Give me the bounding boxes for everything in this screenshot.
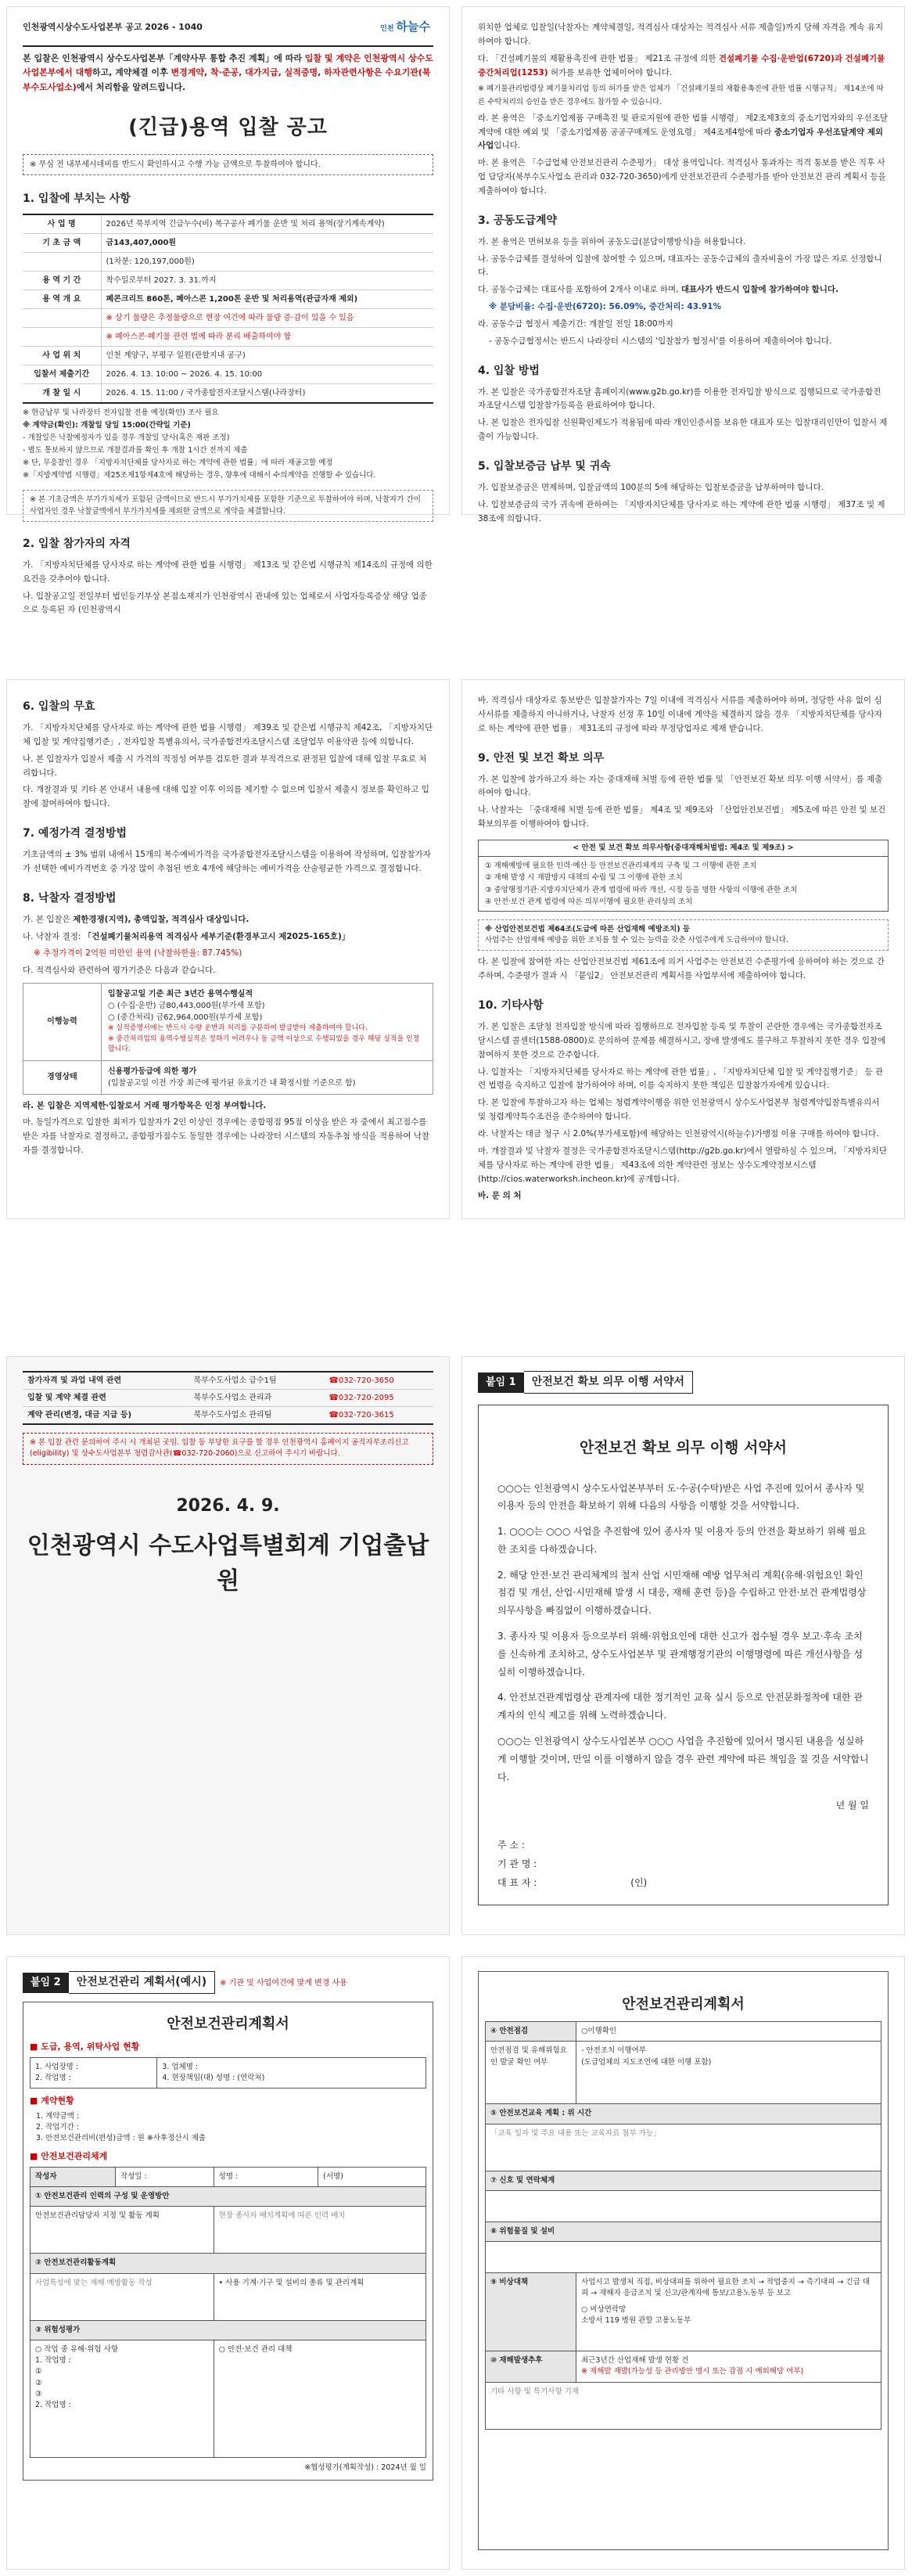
- integrity-warning: ※ 본 입찰 관련 문의하여 주시 시 개최된 곳임. 입찰 등 부당한 요구를 할 경우 인천광역시 홈페이지 공직자부조리신고(eligibility) 및 상수도사업본부 청렴감사관(☎032-720-2060)으로 신고하여 주시기 바랍니다.: [23, 1433, 433, 1465]
- vat-note: ※ 본 기초금액은 부가가치세가 포함된 금액이므로 반드시 부가가치세를 포함한 기준으로 투찰하여야 하며, 낙찰자가 간이사업자인 경우 낙찰금액에서 부가가치세를 제외한 금액으로 계약을 체결합니다.: [23, 490, 433, 522]
- attachment-label: 붙임 1: [478, 1373, 524, 1393]
- notice-box: ※ 무심 전 내부세시네비를 반드시 확인하시고 수행 가능 금액으로 투찰하여야 합니다.: [23, 154, 433, 175]
- notice-date: 2026. 4. 9.: [176, 1495, 280, 1516]
- page-6: 붙임 1 안전보건 확보 의무 이행 서약서 안전보건 확보 의무 이행 서약서 ○○○는 인천광역시 상수도사업본부부터 도·수공(수탁)받은 사업 추진에 있어서 종사자 및 이용자 등의 안전을 확보하기 위해 다음의 사항을 이행할 것을 서약합니다. 1. ○○○는 ○○○ 사업을 추진함에 있어 종사자 및 이용자 등의 안전을 확보하기 위해 필요한 조치를 다하겠습니다. 2. 해당 안전·보건 관리체계의 철저 산업 시민재해 예방 업무처리 계획(유해·위험요인 확인 점검 및 개선, 산업·시민재해 발생 시 대응, 재해 훈련 등)을 수립하고 안전·보건 관계법령상 의무사항을 빠짐없이 이행하겠습니다. 3. 종사자 및 이용자 등으로부터 위해·위험요인에 대한 신고가 접수될 경우 보고·후속 조치를 신속하게 조치하고, 상수도사업본부 및 관계행정기관의 이행명령에 따른 개선사항을 성실히 이행하겠습니다. 4. 안전보건관계법령상 관계자에 대한 정기적인 교육 실시 등으로 안전문화정착에 대한 관계자의 인식 제고를 위해 노력하겠습니다. ○○○는 인천광역시 상수도사업본부 ○○○ 사업을 추진함에 있어서 명시된 내용을 성실하게 이행할 것이며, 만일 이를 이행하지 않을 경우 관련 계약에 따른 책임을 질 것을 서약합니다. 년 월 일 주 소 : 기 관 명 : 대 표 자 : (인): [461, 1356, 905, 1935]
- pledge-frame: 안전보건 확보 의무 이행 서약서 ○○○는 인천광역시 상수도사업본부부터 도·수공(수탁)받은 사업 추진에 있어서 종사자 및 이용자 등의 안전을 확보하기 위해 다음의 사항을 이행할 것을 서약합니다. 1. ○○○는 ○○○ 사업을 추진함에 있어 종사자 및 이용자 등의 안전을 확보하기 위해 필요한 조치를 다하겠습니다. 2. 해당 안전·보건 관리체계의 철저 산업 시민재해 예방 업무처리 계획(유해·위험요인 확인 점검 및 개선, 산업·시민재해 발생 시 대응, 재해 훈련 등)을 수립하고 안전·보건 관계법령상 의무사항을 빠짐없이 이행하겠습니다. 3. 종사자 및 이용자 등으로부터 위해·위험요인에 대한 신고가 접수될 경우 보고·후속 조치를 신속하게 조치하고, 상수도사업본부 및 관계행정기관의 이행명령에 따른 개선사항을 성실히 이행하겠습니다. 4. 안전보건관계법령상 관계자에 대한 정기적인 교육 실시 등으로 안전문화정착에 대한 관계자의 인식 제고를 위해 노력하겠습니다. ○○○는 인천광역시 상수도사업본부 ○○○ 사업을 추진함에 있어서 명시된 내용을 성실하게 이행할 것이며, 만일 이를 이행하지 않을 경우 관련 계약에 따른 책임을 질 것을 서약합니다. 년 월 일 주 소 : 기 관 명 : 대 표 자 : (인): [478, 1405, 889, 1905]
- safety-duty-box: < 안전 및 보건 확보 의무사항(중대재해처벌법: 제4조 및 제9조) > ① 재해예방에 필요한 인력·예산 등 안전보건관리체계의 구축 및 그 이행에 관한 조치 ② 재해 발생 시 재발방지 대책의 수립 및 그 이행에 관한 조치 ③ 중앙행정기관·지방자치단체가 관계 법령에 따라 개선, 시정 등을 명한 사항의 이행에 관한 조치 ④ 안전·보건 관계 법령에 따른 의무이행에 필요한 관리상의 조치: [478, 840, 889, 912]
- section-4-heading: 4. 입찰 방법: [478, 364, 540, 377]
- issuer-name: 인천광역시 수도사업특별회계 기업출납원: [27, 1531, 429, 1595]
- page-4: 바. 적격심사 대상자로 통보받은 입찰참가자는 7일 이내에 적격심사 서류를 제출하여야 하며, 정당한 사유 없이 심사서류를 제출하지 아니하거나, 낙찰자 선정 후 10일 이내에 계약을 체결하지 않을 경우 「지방자치단체를 당사자로 하는 계약에 관한 법률」 제31조의 규정에 따라 부정당업자로 제재 받습니다. 9. 안전 및 보건 확보 의무 가. 본 입찰에 참가하고자 하는 자는 중대재해 처벌 등에 관한 법률 및 「안전보건 확보 의무 이행 서약서」를 제출하여야 합니다. 나. 낙찰자는 「중대재해 처벌 등에 관한 법률」 제4조 및 제9조와 「산업안전보건법」 제5조에 따른 안전 및 보건 확보의무를 이행하여야 합니다. < 안전 및 보건 확보 의무사항(중대재해처벌법: 제4조 및 제9조) > ① 재해예방에 필요한 인력·예산 등 안전보건관리체계의 구축 및 그 이행에 관한 조치 ② 재해 발생 시 재발방지 대책의 수립 및 그 이행에 관한 조치 ③ 중앙행정기관·지방자치단체가 관계 법령에 따라 개선, 시정 등을 명한 사항의 이행에 관한 조치 ④ 안전·보건 관계 법령에 따른 의무이행에 필요한 관리상의 조치 ※ 산업안전보건법 제64조(도급에 따른 산업재해 예방조치) 등 사업주는 산업재해 예방을 위한 조치를 할 수 있는 능력을 갖춘 사업주에게 도급하여야 합니다. 다. 본 입찰에 참여한 자는 산업안전보건법 제61조에 의거 사업주는 안전보건 수준평가에 응하여야 하는 것으로 간주하며, 수준평가 결과 시 「붙임2」 안전보건관리 계획서를 사업부서에 제출하여야 합니다. 10. 기타사항 가. 본 입찰은 조달청 전자입찰 방식에 따라 집행하므로 전자입찰 등록 및 투찰이 곤란한 경우에는 국가종합전자조달시스템 콜센터(1588-0800)로 문의하여 문제를 해결하시고, 장애 발생에도 불구하고 투찰하지 못한 경우 입찰에 참여하지 못한 것으로 간주합니다. 나. 입찰자는 「지방자치단체를 당사자로 하는 계약에 관한 법률」, 「지방자치단체 입찰 및 계약집행기준」 등 관련 법령을 숙지하고 입찰에 참가하여야 하며, 이를 숙지하지 못한 책임은 입찰참가자에게 있습니다. 다. 본 입찰에 투찰하고자 하는 업체는 청렴계약이행을 위한 인천광역시 상수도사업본부 청렴계약입찰특별유의서 및 청렴계약특수조건을 준수하여야 합니다. 라. 낙찰자는 대금 청구 시 2.0%(부가세포함)에 해당하는 인천광역시(하늘수)가맹점 이용 구매를 하여야 합니다. 마. 개찰결과 및 낙찰자 결정은 국가종합전자조달시스템(http://g2b.go.kr)에서 열람하실 수 있으며, 「지방자치단체를 당사자로 하는 계약에 관한 법률」 제43조에 의한 계약관련 정보는 상수도계약정보시스템(http://cios.waterworksh.incheon.kr)에 공개합니다. 바. 문 의 처: [461, 679, 905, 1219]
- page-5: [6, 1356, 450, 1935]
- notice-number: 인천광역시상수도사업본부 공고 2026 - 1040: [23, 22, 203, 32]
- intro-text: 본 입찰은 인천광역시 상수도사업본부「계약사무 통합 추진 계획」에 따라 입찰 및 계약은 인천광역시 상수도사업본부에서 대행하고, 계약체결 이후 변경계약, 착·준공, 대가지급, 실적증명, 하자관련사항은 수요기관(북부수도사업소)에서 처리함을 알려드립니다.: [23, 45, 433, 95]
- section-8-heading: 8. 낙찰자 결정방법: [23, 891, 117, 905]
- section-1-heading: 1. 입찰에 부치는 사항: [23, 192, 131, 205]
- section-10-heading: 10. 기타사항: [478, 999, 544, 1013]
- section-2-heading: 2. 입찰 참가자의 자격: [23, 537, 131, 550]
- section-5-heading: 5. 입찰보증금 납부 및 귀속: [478, 460, 611, 473]
- document-title: (긴급)용역 입찰 공고: [128, 115, 328, 139]
- safety-note: ※ 산업안전보건법 제64조(도급에 따른 산업재해 예방조치) 등 사업주는 산업재해 예방을 위한 조치를 할 수 있는 능력을 갖춘 사업주에게 도급하여야 합니다.: [478, 919, 889, 952]
- page-7: 붙임 2 안전보건관리 계획서(예시) ※ 기관 및 사업여건에 맞게 변경 사용 안전보건관리계획서 ■ 도급, 용역, 위탁사업 현황 1. 사업장명 : 2. 작업명 : 3. 업체명 : 4. 현장책임(대) 성명 : (연락처) ■ 계약현황 1. 계약금액 : 2. 작업기간 : 3. 안전보건관리비(편성)금액 : 원 ※사후정산시 제출 ■ 안전보건관리체계 작성자 작성일 : 성명 : (서명) ① 안전보건관리 인력의 구성 및 운영방안 안전보건관리담당자 지정 및 활동 계획 현장 종사자 배치계획에 따른 인력 배치 ② 안전보건관리활동계획 사업특성에 맞는 재해 예방활동 작성 • 사용 기계·기구 및 설비의 종류 및 관리계획 ③ 위험성평가 ○ 작업 중 유해·위험 사항 1. 작업명 : ① ② ③ 2. 작업명 : ○ 안전·보건 관리 대책 ※협성평가(계획작성) : 2024년 월 일: [6, 1956, 450, 2570]
- page-3: 6. 입찰의 무효 가. 「지방자치단체를 당사자로 하는 계약에 관한 법률 시행령」 제39조 및 같은법 시행규칙 제42조, 「지방자치단체 입찰 및 계약집행기준」, 전자입찰 특별유의서, 국가종합전자조달시스템 조달업무 이용약관 등에 의합니다. 나. 본 입찰자가 입찰서 제출 시 가격의 적정성 여부를 검토한 결과 부적격으로 판정된 입찰에 대해 입찰 무효로 처리합니다. 다. 개찰결과 및 기타 본 안내서 내용에 대해 입찰 이후 이의를 제기할 수 없으며 입찰서 제출시 정보를 확인하고 입찰에 참여하여야 합니다. 7. 예정가격 결정방법 기초금액의 ± 3% 범위 내에서 15개의 복수예비가격을 국가종합전자조달시스템을 이용하여 작성하며, 입찰참가자가 선택한 예비가격번호 중 가장 많이 추첨된 번호 4개에 해당하는 예비가격을 산술평균한 가격으로 결정합니다. 8. 낙찰자 결정방법 가. 본 입찰은 제한경쟁(지역), 총액입찰, 적격심사 대상입니다. 나. 낙찰자 결정: 「건설폐기물처리용역 적격심사 세부기준(환경부고시 제2025-165호)」 ※ 추정가격이 2억원 미만인 용역 (낙찰하한율: 87.745%) 다. 적격심사와 관련하여 평가기준은 다음과 같습니다. 이행능력 입찰공고일 기준 최근 3년간 용역수행실적 ○ (수집·운반) 금80,443,000원(부가세 포함) ○ (중간처리) 금62,964,000원(부가세 포함) ※ 실적증명서에는 반드시 수량 운반과 처리를 구분하여 발급받아 제출하여야 합니다. ※ 중간처리업의 용역수행실적은 정하기 어려우나 동 금액 이상으로 수행되었을 경우 해당 실적을 인정합니다. 경영상태 신용평가등급에 의한 평가 (입찰공고일 이전 가장 최근에 평가된 유효기간 내 확정시할 기준으로 함) 라. 본 입찰은 지역제한·입찰로서 거래 평가항목은 인정 부여합니다. 마. 동일가격으로 입찰한 최저가 입찰자가 2인 이상인 경우에는 종합평점 95점 이상을 받은 자 중에서 최고점수를 받은 자를 낙찰자로 결정하고, 종합평가점수도 동일한 경우에는 나라장터 시스템의 자동추첨 방식을 적용하여 낙찰자를 결정합니다.: [6, 679, 450, 1219]
- logo: 인천 하늘수: [380, 20, 430, 34]
- page-8: 안전보건관리계획서 ④ 안전점검 ○이행확인 안전점검 및 유해위험요인 발굴 확인 여부 - 안전조치 이행여부 (도급업체의 지도조언에 대한 이행 포함) ⑤ 안전보건교육 계획 : 위 시간 「교육 일자 및 주요 내용 또는 교육자료 첨부 가능」 ⑦ 신호 및 연락체계 ⑧ 위험물질 및 설비 ⑨ 비상대책 사업시고 발생처 직접, 비상대피를 위하여 필요한 조치 → 작업중지 → 즉기대피 → 긴급 대피 → 재해자 응급조치 및 신고/관계자에 통보/고용노동부 등 보고 ○ 비상연락망 소방서 119 병원 관할 고용노동부 ⑩ 재해발생추후 최근3년간 산업재해 발생 현황 건 ※ 재해발 재발(가능성 등 관리방안 명시 또는 감점 시 예외해당 여부) 기타 사항 및 특기사항 기재: [461, 1956, 905, 2570]
- contact-table: 참가자격 및 과업 내역 관련 북부수도사업소 급수1팀 ☎032-720-3650 입찰 및 계약 체결 관련 북부수도사업소 관리과 ☎032-720-2095 계약 관리(변경, 대금 지급 등) 북부수도사업소 관리팀 ☎032-720-3615: [23, 1371, 433, 1425]
- section-3-heading: 3. 공동도급계약: [478, 214, 558, 227]
- page-2: 위치한 업체로 입찰일(낙찰자는 계약체결일, 적격심사 대상자는 적격심사 서류 제출일)까지 당해 자격을 계속 유지하여야 합니다. 다. 「건설폐기물의 재활용촉진에 관한 법률」 제21조 규정에 의한 건설폐기물 수집·운반업(6720)과 건설폐기물 중간처리업(1253) 허가를 보유한 업체이어야 합니다. ※ 폐기물관리법령상 폐기물처리업 등의 허가를 받은 업체가 「건설폐기물의 재활용촉진에 관한 법률 시행규칙」 제14조에 따른 수탁처리의 승인을 받은 경우에도 참가할 수 있습니다. 라. 본 용역은 「중소기업제품 구매촉진 및 판로지원에 관한 법률 시행령」 제2조제3호의 중소기업자와의 우선조달계약에 대한 예외 및 「중소기업제품 공공구매제도 운영요령」 제4조제4항에 따라 중소기업자 우선조달계약 제외 사업입니다. 마. 본 용역은 「수급업체 안전보건관리 수준평가」 대상 용역입니다. 적격심사 통과자는 적격 통보를 받은 직후 사업 담당자(북부수도사업소 관리과 032-720-3650)에게 안전보건관리 수준평가를 받아 안전보건 관리 계획서 등을 제출하여야 합니다. 3. 공동도급계약 가. 본 용역은 면허보유 등을 위하여 공동도급(분담이행방식)을 허용합니다. 나. 공동수급체를 결성하여 입찰에 참여할 수 있으며, 대표자는 공동수급체의 출자비율이 가장 많은 자로 선정합니다. 다. 공동수급체는 대표사를 포함하여 2개사 이내로 하며, 대표사가 반드시 입찰에 참가하여야 합니다. ※ 분담비율: 수집·운반(6720): 56.09%, 중간처리: 43.91% 라. 공동수급 협정서 제출기간: 개찰일 전일 18:00까지 - 공동수급협정서는 반드시 나라장터 시스템의 '입찰참가 협정서'를 이용하여 제출하여야 합니다. 4. 입찰 방법 가. 본 입찰은 국가종합전자조달 홈페이지(www.g2b.go.kr)를 이용한 전자입찰 방식으로 집행되므로 국가종합전자조달시스템 입찰참가등록을 완료하여야 합니다. 나. 본 입찰은 전자입찰 신원확인제도가 적용됨에 따라 개인인증서를 보유한 대표자 또는 입찰대리인만이 입찰서 제출이 가능합니다. 5. 입찰보증금 납부 및 귀속 가. 입찰보증금은 면제하며, 입찰금액의 100분의 5에 해당하는 입찰보증금을 납부하여야 합니다. 나. 입찰보증금의 국가 귀속에 관하여는 「지방자치단체를 당사자로 하는 계약에 관한 법률 시행령」 제37조 및 제38조에 의합니다.: [461, 6, 905, 515]
- section-7-heading: 7. 예정가격 결정방법: [23, 827, 127, 840]
- section-9-heading: 9. 안전 및 보건 확보 의무: [478, 751, 605, 765]
- section-6-heading: 6. 입찰의 무효: [23, 700, 95, 713]
- bid-info-table: 사 업 명 2026년 북부지역 긴급누수(비) 복구공사 폐기물 운반 및 처리 용역(장기계속계약) 기 초 금 액 금143,407,000원 (1차분: 120,197,000원) 용 역 기 간 착수일로부터 2027. 3. 31.까지 용 역 개 요 폐콘크리트 860톤, 폐아스콘 1,200톤 운반 및 처리용역(관급자재 제외) ※ 상기 물량은 추정물량으로 현장 여건에 따라 물량 증·감이 있을 수 있음 ※ 폐아스콘·폐기물 관련 법에 따라 분리 배출하여야 함 사 업 위 치 인천 계양구, 부평구 일원(관할지내 공구) 입찰서 제출기간 2026. 4. 13. 10:00 ~ 2026. 4. 15. 10:00 개 찰 일 시 2026. 4. 15. 11:00 / 국가종합전자조달시스템(나라장터): [23, 214, 433, 404]
- page-1: 인천광역시상수도사업본부 공고 2026 - 1040 인천 하늘수 본 입찰은 인천광역시 상수도사업본부「계약사무 통합 추진 계획」에 따라 입찰 및 계약은 인천광역시 상수도사업본부에서 대행하고, 계약체결 이후 변경계약, 착·준공, 대가지급, 실적증명, 하자관련사항은 수요기관(북부수도사업소)에서 처리함을 알려드립니다. (긴급)용역 입찰 공고 ※ 무심 전 내부세시네비를 반드시 확인하시고 수행 가능 금액으로 투찰하여야 합니다. 1. 입찰에 부치는 사항 사 업 명 2026년 북부지역 긴급누수(비) 복구공사 폐기물 운반 및 처리 용역(장기계속계약) 기 초 금 액 금143,407,000원 (1차분: 120,197,000원) 용 역 기 간 착수일로부터 2027. 3. 31.까지 용 역 개 요 폐콘크리트 860톤, 폐아스콘 1,200톤 운반 및 처리용역(관급자재 제외) ※ 상기 물량은 추정물량으로 현장 여건에 따라 물량 증·감이 있을 수 있음 ※ 폐아스콘·폐기물 관련 법에 따라 분리 배출하여야 함 사 업 위 치 인천 계양구, 부평구 일원(관할지내 공구) 입찰서 제출기간 2026. 4. 13. 10:00 ~ 2026. 4. 15. 10:00 개 찰 일 시 2026. 4. 15. 11:00 / 국가종합전자조달시스템(나라장터) ※ 현금납부 및 나라장터 전자입찰 전용 예정(확인) 조사 필요 ※ 계약금(확인): 개찰일 당일 15:00(간략일 기준) - 개찰일은 낙찰예정자가 있을 경우 개찰일 당사(혹은 재판 조정) - 별도 통보하지 않으므로 개찰결과를 확인 후 개찰 1시간 전까지 제출 ※ 단, 무응찰인 경우 「지방자치단체를 당사자로 하는 계약에 관한 법률」에 따라 재공고할 예정 ※「지방계약법 시행령」제25조제1항제4호에 해당하는 경우, 향후에 대해서 수의계약을 진행할 수 있습니다. ※ 본 기초금액은 부가가치세가 포함된 금액이므로 반드시 부가가치세를 포함한 기준으로 투찰하여야 하며, 낙찰자가 간이사업자인 경우 낙찰금액에서 부가가치세를 제외한 금액으로 계약을 체결합니다. 2. 입찰 참가자의 자격 가. 「지방자치단체를 당사자로 하는 계약에 관한 법률 시행령」 제13조 및 같은법 시행규칙 제14조의 규정에 의한 요건을 갖추어야 합니다. 나. 입찰공고일 전일부터 법인등기부상 본점소재지가 인천광역시 관내에 있는 업체로서 사업자등록증상 해당 업종으로 등록된 자 (인천광역시: [6, 6, 450, 515]
- eval-criteria-table: 이행능력 입찰공고일 기준 최근 3년간 용역수행실적 ○ (수집·운반) 금80,443,000원(부가세 포함) ○ (중간처리) 금62,964,000원(부가세 포함) ※ 실적증명서에는 반드시 수량 운반과 처리를 구분하여 발급받아 제출하여야 합니다. ※ 중간처리업의 용역수행실적은 정하기 어려우나 동 금액 이상으로 수행되었을 경우 해당 실적을 인정합니다. 경영상태 신용평가등급에 의한 평가 (입찰공고일 이전 가장 최근에 평가된 유효기간 내 확정시할 기준으로 함): [23, 983, 433, 1095]
